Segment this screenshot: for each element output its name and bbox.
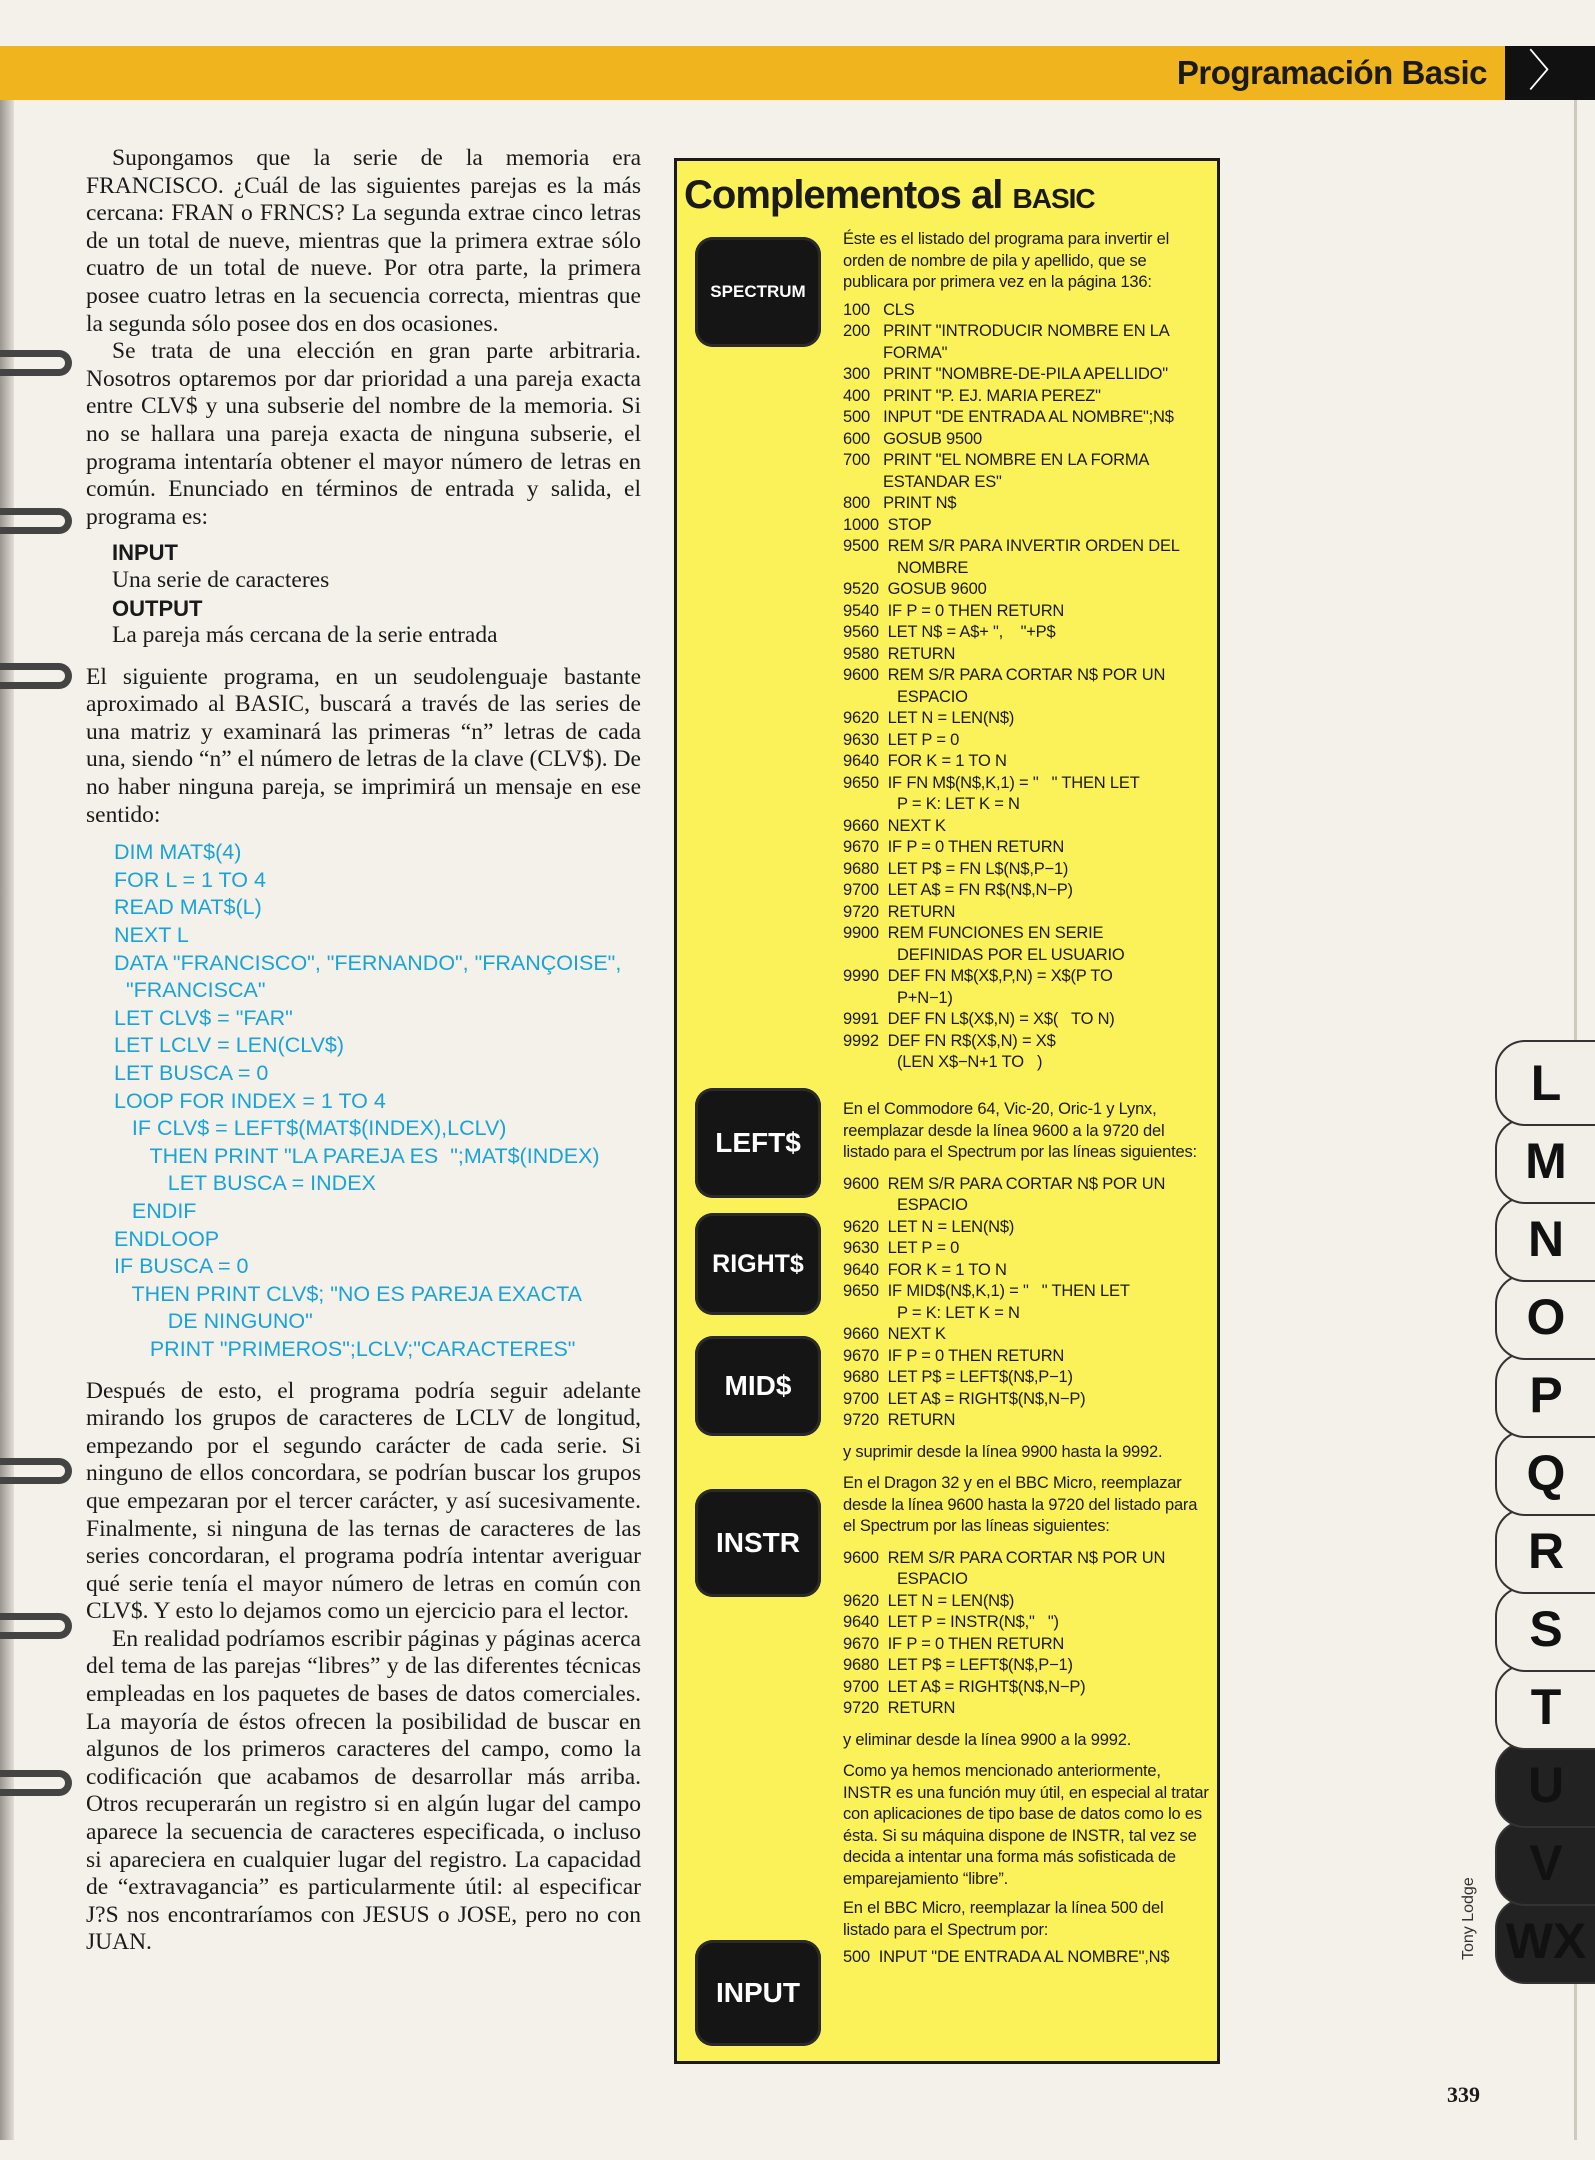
listing-line: 9991 DEF FN L$(X$,N) = X$( TO N) (843, 1010, 1115, 1028)
listing-line-continuation: P = K: LET K = N (897, 1303, 1020, 1322)
spectrum-key-icon: SPECTRUM (695, 237, 821, 347)
index-tab-v[interactable]: V (1495, 1820, 1595, 1906)
listing-line: 9990 DEF FN M$(X$,P,N) = X$(P TO (843, 967, 1113, 985)
paragraph: En realidad podríamos escribir páginas y páginas acerca del tema de las parejas “libres” y de las diferentes técnicas empleadas en los paquetes de bases de datos comerciales. La mayoría de éstos ofrecen la posibilidad de buscar en algunos de los primeros caracteres del campo, como la codificación que acabamos de desarrollar más arriba. Otros recuperarán un registro si en algún lugar del campo aparece la secuencia de caracteres especificada, o incluso si apareciera en cualquier lugar del registro. La capacidad de “extravagancia” es particularmente útil: al especificar J?S nos encontraríamos con JESUS o JOSE, pero no con JUAN. (86, 1625, 641, 1956)
instr-key-icon: INSTR (695, 1489, 821, 1597)
code-line: THEN PRINT "LA PAREJA ES ";MAT$(INDEX) (114, 1143, 600, 1168)
header-bar (0, 46, 1595, 100)
code-line: LOOP FOR INDEX = 1 TO 4 (114, 1088, 386, 1113)
page-number: 339 (1447, 2082, 1480, 2107)
commodore-listing (843, 1174, 1211, 1432)
commodore-note: En el Commodore 64, Vic-20, Oric-1 y Lynx, reemplazar desde la línea 9600 a la 9720 del listado para el Spectrum por las líneas siguientes: (843, 1100, 1197, 1161)
listing-line-continuation: ESTANDAR ES" (883, 472, 1002, 491)
code-line: IF BUSCA = 0 (114, 1254, 249, 1279)
bbc-line: 500 INPUT "DE ENTRADA AL NOMBRE",N$ (843, 1948, 1170, 1966)
listing-line: 9650 IF MID$(N$,K,1) = " " THEN LET (843, 1282, 1130, 1300)
dragon-note: En el Dragon 32 y en el BBC Micro, reemplazar desde la línea 9600 hasta la 9720 del listado para el Spectrum por las líneas siguientes: (843, 1474, 1198, 1535)
index-tab-r[interactable]: R (1495, 1508, 1595, 1594)
code-line: PRINT "PRIMEROS";LCLV;"CARACTERES" (114, 1336, 576, 1361)
input-key-icon: INPUT (695, 1940, 821, 2046)
listing-line: 9560 LET N$ = A$+ ", "+P$ (843, 623, 1056, 641)
listing-line: 9620 LET N = LEN(N$) (843, 1591, 1015, 1610)
section-title: Programación Basic (1176, 54, 1487, 91)
binder-ring-icon (0, 1770, 72, 1796)
listing-line: 9540 IF P = 0 THEN RETURN (843, 601, 1065, 620)
output-label: OUTPUT (112, 595, 203, 621)
listing-line-continuation: NOMBRE (897, 558, 969, 577)
box-title-basic: BASIC (1012, 183, 1095, 214)
listing-line: 9660 NEXT K (843, 1325, 946, 1343)
binder-ring-icon (0, 508, 72, 534)
listing-line: 9650 IF FN M$(N$,K,1) = " " THEN LET (843, 773, 1140, 792)
listing-line: 9700 LET A$ = RIGHT$(N$,N−P) (843, 1389, 1086, 1408)
listing-line: 9600 REM S/R PARA CORTAR N$ POR UN (843, 666, 1166, 684)
listing-line: 9992 DEF FN R$(X$,N) = X$ (843, 1031, 1056, 1050)
listing-line: 9620 LET N = LEN(N$) (843, 1217, 1015, 1236)
binder-ring-icon (0, 1613, 72, 1639)
mid-key-icon: MID$ (695, 1336, 821, 1436)
code-line: IF CLV$ = LEFT$(MAT$(INDEX),LCLV) (114, 1116, 507, 1141)
listing-line: 1000 STOP (843, 515, 932, 534)
io-spec (86, 539, 641, 649)
instr-note: Como ya hemos mencionado anteriormente, INSTR es una función muy útil, en especial al tratar con aplicaciones de tipo base de datos como lo es ésta. Si su máquina dispone de INSTR, tal vez se decida a intentar una forma más sofisticada de emparejamiento “libre”. (843, 1762, 1209, 1888)
box-title (684, 173, 1095, 218)
code-line: DATA "FRANCISCO", "FERNANDO", "FRANÇOISE", (114, 950, 622, 975)
code-line: ENDLOOP (114, 1226, 220, 1251)
box-intro: Éste es el listado del programa para invertir el orden de nombre de pila y apellido, que se publicara por primera vez en la página 136: (843, 230, 1170, 291)
left-key-icon: LEFT$ (695, 1088, 821, 1198)
listing-line: 9700 LET A$ = FN R$(N$,N−P) (843, 881, 1073, 899)
spectrum-listing (843, 300, 1211, 1074)
box-title-main: Complementos al (684, 173, 1013, 217)
listing-line: 9640 FOR K = 1 TO N (843, 752, 1007, 770)
index-tab-u[interactable]: U (1495, 1742, 1595, 1828)
listing-line: 9700 LET A$ = RIGHT$(N$,N−P) (843, 1677, 1086, 1696)
paragraph: Se trata de una elección en gran parte arbitraria. Nosotros optaremos por dar prioridad a una pareja exacta entre CLV$ y una subserie del nombre de la memoria. Si no se hallara una pareja exacta de ninguna subserie, el programa intentaría obtener el mayor número de letras en común. Enunciado en términos de entrada y salida, el programa es: (86, 338, 641, 530)
code-line: LET CLV$ = "FAR" (114, 1005, 293, 1030)
eliminate-note: y eliminar desde la línea 9900 a la 9992. (843, 1730, 1132, 1749)
suppress-note: y suprimir desde la línea 9900 hasta la 9992. (843, 1442, 1163, 1461)
listing-line: 9670 IF P = 0 THEN RETURN (843, 1634, 1065, 1653)
listing-line: 9670 IF P = 0 THEN RETURN (843, 1346, 1065, 1365)
bbc-note: En el BBC Micro, reemplazar la línea 500 del listado para el Spectrum por: (843, 1899, 1164, 1939)
listing-line: 9630 LET P = 0 (843, 1239, 960, 1257)
listing-line: 100 CLS (843, 300, 915, 319)
right-key-icon: RIGHT$ (695, 1213, 821, 1315)
index-tab-q[interactable]: Q (1495, 1430, 1595, 1516)
index-tab-n[interactable]: N (1495, 1196, 1595, 1282)
code-line: DIM MAT$(4) (114, 840, 242, 865)
binder-ring-icon (0, 350, 72, 376)
listing-line: 9620 LET N = LEN(N$) (843, 709, 1015, 727)
listing-line-continuation: P = K: LET K = N (897, 795, 1020, 813)
listing-line: 9630 LET P = 0 (843, 730, 960, 749)
code-line: DE NINGUNO" (114, 1309, 313, 1334)
basic-complements-box (674, 158, 1220, 2064)
listing-line: 9500 REM S/R PARA INVERTIR ORDEN DEL (843, 537, 1180, 555)
listing-line-continuation: FORMA" (883, 343, 948, 362)
listing-line: 9680 LET P$ = LEFT$(N$,P−1) (843, 1368, 1073, 1386)
listing-line: 700 PRINT "EL NOMBRE EN LA FORMA (843, 451, 1150, 469)
index-tab-m[interactable]: M (1495, 1118, 1595, 1204)
photo-credit: Tony Lodge (1460, 1877, 1477, 1960)
listing-line: 9640 FOR K = 1 TO N (843, 1260, 1007, 1279)
listing-line: 500 INPUT "DE ENTRADA AL NOMBRE";N$ (843, 408, 1174, 426)
index-tab-s[interactable]: S (1495, 1586, 1595, 1672)
listing-line: 300 PRINT "NOMBRE-DE-PILA APELLIDO" (843, 365, 1168, 383)
listing-line-continuation: ESPACIO (897, 1570, 968, 1588)
binder-ring-icon (0, 1458, 72, 1484)
listing-line: 9900 REM FUNCIONES EN SERIE (843, 924, 1104, 942)
listing-line: 9680 LET P$ = FN L$(N$,P−1) (843, 859, 1069, 878)
listing-line: 600 GOSUB 9500 (843, 429, 982, 448)
code-line: ENDIF (114, 1198, 197, 1223)
listing-line-continuation: DEFINIDAS POR EL USUARIO (897, 945, 1125, 964)
listing-line: 9680 LET P$ = LEFT$(N$,P−1) (843, 1656, 1073, 1674)
code-line: THEN PRINT CLV$; "NO ES PAREJA EXACTA (114, 1281, 583, 1306)
listing-line: 9640 LET P = INSTR(N$," ") (843, 1613, 1059, 1631)
binder-ring-icon (0, 663, 72, 689)
code-line: "FRANCISCA" (114, 978, 266, 1003)
paragraph: Después de esto, el programa podría seguir adelante mirando los grupos de caracteres de LCLV de longitud, empezando por el segundo carácter de cada serie. Si ninguno de ellos concordara, se podrían buscar los grupos que empezaran por el tercer carácter, y así sucesivamente. Finalmente, si ninguna de las ternas de caracteres de las series concordaran, el programa podría intentar averiguar qué serie tenía el mayor número de letras en común con CLV$. Y esto lo dejamos como un ejercicio para el lector. (86, 1377, 641, 1625)
listing-line: 9600 REM S/R PARA CORTAR N$ POR UN (843, 1548, 1166, 1567)
listing-line: 800 PRINT N$ (843, 494, 957, 512)
listing-line-continuation: ESPACIO (897, 687, 968, 706)
code-line: LET LCLV = LEN(CLV$) (114, 1033, 345, 1058)
index-tab-l[interactable]: L (1495, 1040, 1595, 1126)
listing-line: 200 PRINT "INTRODUCIR NOMBRE EN LA (843, 322, 1170, 340)
output-description: La pareja más cercana de la serie entrada (112, 622, 498, 649)
index-tab-t[interactable]: T (1495, 1664, 1595, 1750)
listing-line: 9600 REM S/R PARA CORTAR N$ POR UN (843, 1174, 1166, 1193)
index-tab-p[interactable]: P (1495, 1352, 1595, 1438)
index-tab-wx[interactable]: WX (1495, 1898, 1595, 1984)
listing-line: 9720 RETURN (843, 1699, 956, 1717)
code-line: NEXT L (114, 923, 189, 948)
listing-line: 9720 RETURN (843, 902, 956, 921)
next-page-arrow-icon[interactable]: 〉 (1505, 46, 1595, 100)
code-line: FOR L = 1 TO 4 (114, 867, 266, 892)
commodore-section (843, 1099, 1211, 1969)
binder-edge (0, 100, 14, 2140)
paragraph: Supongamos que la serie de la memoria era FRANCISCO. ¿Cuál de las siguientes parejas es la más cercana: FRAN o FRNCS? La segunda extrae cinco letras de un total de nueve, mientras que la primera extrae sólo cuatro de un total de nueve. Por otra parte, la primera posee cuatro letras en la secuencia correcta, mientras que la segunda sólo posee dos en dos ocasiones. (86, 145, 641, 337)
listing-line: 9670 IF P = 0 THEN RETURN (843, 838, 1065, 856)
listing-line: 9720 RETURN (843, 1411, 956, 1429)
input-description: Una serie de caracteres (112, 566, 330, 593)
listing-line-continuation: (LEN X$−N+1 TO ) (897, 1053, 1043, 1071)
pseudocode-listing (114, 839, 641, 1363)
index-tab-o[interactable]: O (1495, 1274, 1595, 1360)
dragon-listing (843, 1548, 1211, 1720)
spectrum-section (843, 229, 1211, 1074)
code-line: LET BUSCA = 0 (114, 1061, 269, 1085)
code-line: LET BUSCA = INDEX (114, 1171, 376, 1196)
listing-line-continuation: ESPACIO (897, 1196, 968, 1214)
paragraph: El siguiente programa, en un seudolenguaje bastante aproximado al BASIC, buscará a través de las series de una matriz y examinará las primeras “n” letras de cada una, siendo “n” el número de letras de la clave (CLV$). De no haber ninguna pareja, se imprimirá un mensaje en ese sentido: (86, 663, 641, 828)
code-line: READ MAT$(L) (114, 895, 262, 920)
listing-line: 400 PRINT "P. EJ. MARIA PEREZ" (843, 386, 1101, 405)
listing-line: 9520 GOSUB 9600 (843, 580, 987, 598)
listing-line: 9660 NEXT K (843, 816, 946, 835)
listing-line: 9580 RETURN (843, 644, 956, 663)
input-label: INPUT (112, 540, 178, 566)
main-text-column (86, 145, 641, 1957)
listing-line-continuation: P+N−1) (897, 988, 953, 1007)
